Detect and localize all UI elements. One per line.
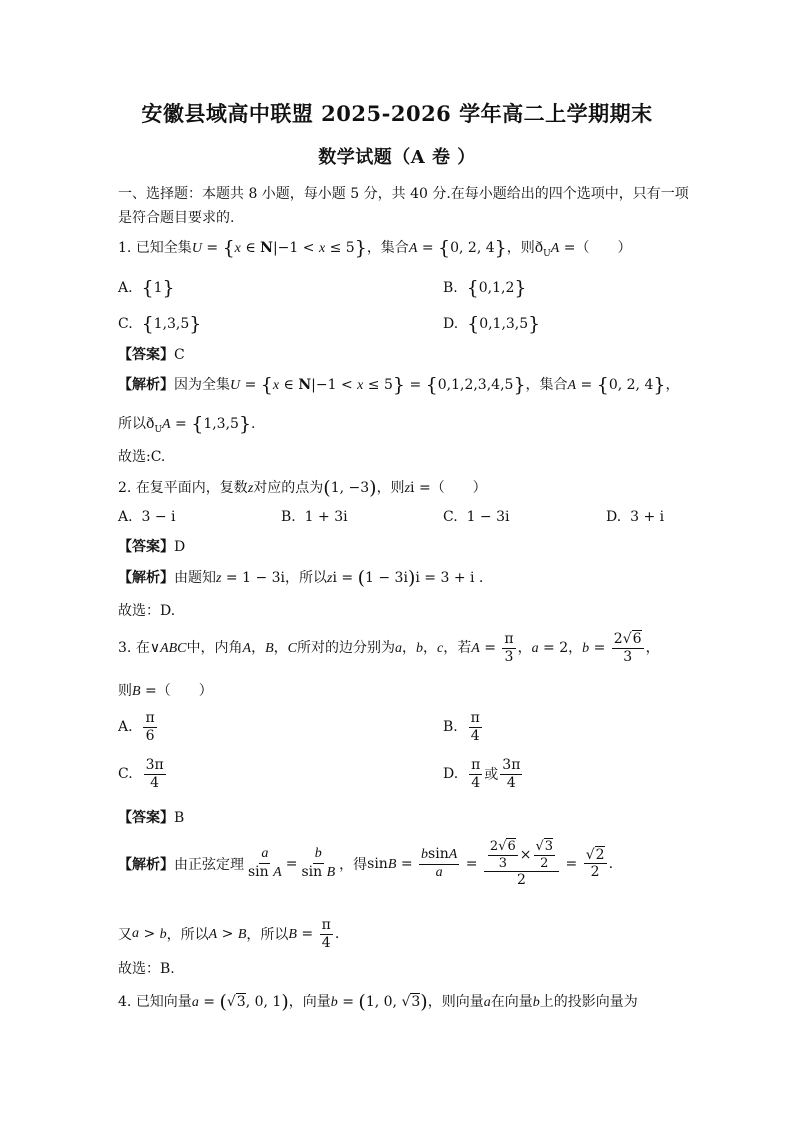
document-title: 安徽县域高中联盟 2025-2026 学年高二上学期期末	[141, 101, 653, 126]
question-1-analysis-cont: 所以$ð_UA = \{1,3,5\}$.	[118, 413, 256, 435]
question-1-stem: 1. 已知全集U = {x ∈ N|−1 < x ≤ 5}，集合A = {0, 2, 4}，则$ð_UA$ =（ ）	[118, 237, 632, 259]
question-2-answer: 【答案】D	[118, 539, 186, 555]
question-2-option-d: D. 3 + i	[606, 509, 665, 525]
question-3-conclusion: 故选：B.	[118, 961, 175, 977]
question-2-option-a: A. 3 − i	[118, 509, 176, 525]
question-3-option-b: B. $\frac{\pi}{4}$	[443, 710, 480, 744]
question-1-option-c: C. {1,3,5}	[118, 313, 202, 335]
question-3-stem: 3. 在∨ABC中，内角A，B，C所对的边分别为a，b，c，若A = $\frac{\pi}{3}$ ，a = 2，b = $\frac{2√6}{3}$ ，	[118, 631, 660, 665]
question-number: 2.	[118, 480, 132, 496]
question-3-option-d: D. $\frac{\pi}{4}$ 或 $\frac{3\pi}{4}$	[443, 757, 521, 791]
question-2-option-c: C. 1 − 3i	[443, 509, 510, 525]
question-3-analysis: 【解析】由正弦定理 $\frac{a}{\text{sin A}}$ = $\frac{b}{\text{sin B}}$ ，得sinB = $\frac{bsinA}{a}$ = $\frac{2√6}{3}$ × $\frac{√3}{2}$ 2 = $\frac{√2}{2}$ .	[118, 839, 614, 889]
section-instruction-line1: 一、选择题：本题共 8 小题，每小题 5 分，共 40 分.在每小题给出的四个选项中，只有一项	[118, 186, 689, 202]
question-2-stem: 2. 在复平面内，复数z对应的点为(1, −3)，则zi =（ ）	[118, 477, 487, 499]
question-1-option-d: D. {0,1,3,5}	[443, 313, 541, 335]
question-2-option-b: B. 1 + 3i	[281, 509, 348, 525]
document-subtitle: 数学试题（A 卷 ）	[318, 147, 476, 168]
question-1-option-a: A. {1}	[118, 277, 175, 299]
question-number: 4.	[118, 994, 132, 1010]
question-2-analysis: 【解析】由题知z = 1 − 3i，所以zi = (1 − 3i)i = 3 + i .	[118, 567, 484, 589]
question-number: 1.	[118, 240, 132, 256]
question-3-answer: 【答案】B	[118, 810, 185, 826]
question-2-conclusion: 故选：D.	[118, 603, 176, 619]
question-number: 3.	[118, 640, 132, 657]
question-3-stem-cont: 则B =（ ）	[118, 683, 213, 699]
question-1-conclusion: 故选:C.	[118, 449, 166, 465]
question-3-option-a: A. $\frac{\pi}{6}$	[118, 710, 155, 744]
question-1-answer: 【答案】C	[118, 347, 185, 363]
question-3-option-c: C. $\frac{3\pi}{4}$	[118, 757, 164, 791]
section-instruction-line2: 是符合题目要求的.	[118, 210, 235, 226]
question-1-option-b: B. {0,1,2}	[443, 277, 527, 299]
question-4-stem: 4. 已知向量a = (√3, 0, 1)，向量b = (1, 0, √3)，则向量a在向量b上的投影向量为	[118, 991, 638, 1013]
question-1-analysis: 【解析】因为全集U = {x ∈ N|−1 < x ≤ 5} = {0,1,2,3,4,5}，集合A = {0, 2, 4}，	[118, 374, 680, 396]
question-3-analysis-cont: 又a > b，所以A > B，所以B = $\frac{\pi}{4}$ .	[118, 917, 340, 951]
